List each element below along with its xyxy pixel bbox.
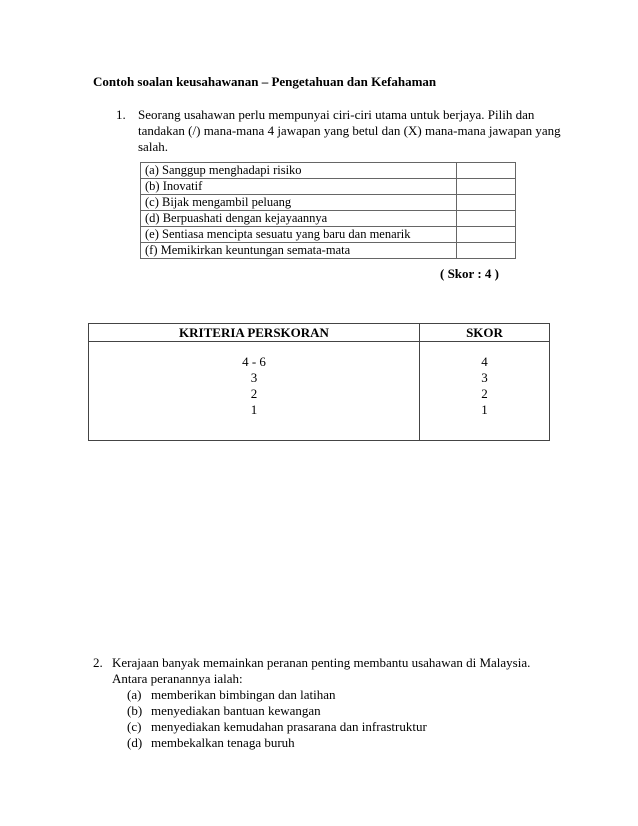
- question-2-line: Antara peranannya ialah:: [112, 671, 243, 686]
- choice-label: (f) Memikirkan keuntungan semata-mata: [141, 243, 457, 259]
- question-1-line: tandakan (/) mana-mana 4 jawapan yang betul dan (X) mana-mana jawapan yang: [138, 123, 561, 138]
- question-1-text: [138, 107, 561, 155]
- option-label: (c): [127, 719, 142, 734]
- answer-cell[interactable]: [457, 243, 516, 259]
- list-item: [127, 719, 427, 735]
- question-2-line: Kerajaan banyak memainkan peranan penting membantu usahawan di Malaysia.: [112, 655, 531, 670]
- question-2-options: [127, 687, 427, 751]
- table-row: [141, 179, 516, 195]
- table-row: [141, 195, 516, 211]
- option-text: menyediakan kemudahan prasarana dan infrastruktur: [151, 719, 427, 734]
- question-1-number: 1.: [116, 107, 126, 122]
- option-label: (a): [127, 687, 142, 702]
- answer-choices-table: [140, 162, 516, 259]
- score-value: 2: [481, 386, 488, 401]
- criteria-value: 4 - 6: [242, 354, 266, 369]
- table-row: [141, 163, 516, 179]
- choice-label: (c) Bijak mengambil peluang: [141, 195, 457, 211]
- question-1-score: ( Skor : 4 ): [440, 266, 499, 281]
- answer-cell[interactable]: [457, 227, 516, 243]
- scoring-rubric-table: [88, 323, 550, 441]
- table-header-row: [89, 324, 550, 342]
- question-1-line: salah.: [138, 139, 168, 154]
- choice-label: (e) Sentiasa mencipta sesuatu yang baru dan menarik: [141, 227, 457, 243]
- criteria-value: 2: [250, 386, 258, 401]
- list-item: [127, 687, 427, 703]
- table-row: [141, 227, 516, 243]
- question-2-number: 2.: [93, 655, 103, 670]
- option-label: (d): [127, 735, 143, 750]
- choice-label: (b) Inovatif: [141, 179, 457, 195]
- option-text: menyediakan bantuan kewangan: [151, 703, 321, 718]
- question-2-text: [112, 655, 530, 687]
- score-values: [420, 342, 550, 441]
- criteria-value: 1: [250, 402, 258, 417]
- choice-label: (a) Sanggup menghadapi risiko: [141, 163, 457, 179]
- page-title: Contoh soalan keusahawanan – Pengetahuan dan Kefahaman: [93, 74, 437, 89]
- score-header: SKOR: [420, 324, 550, 342]
- choice-label: (d) Berpuashati dengan kejayaannya: [141, 211, 457, 227]
- table-row: [141, 211, 516, 227]
- answer-cell[interactable]: [457, 211, 516, 227]
- score-value: 1: [481, 402, 488, 417]
- answer-cell[interactable]: [457, 195, 516, 211]
- criteria-values: [89, 342, 420, 441]
- criteria-value: 3: [250, 370, 258, 385]
- table-row: [89, 342, 550, 441]
- option-text: memberikan bimbingan dan latihan: [151, 687, 336, 702]
- list-item: [127, 703, 427, 719]
- answer-cell[interactable]: [457, 179, 516, 195]
- question-1-line: Seorang usahawan perlu mempunyai ciri-ciri utama untuk berjaya. Pilih dan: [138, 107, 535, 122]
- list-item: [127, 735, 427, 751]
- answer-cell[interactable]: [457, 163, 516, 179]
- score-value: 3: [481, 370, 488, 385]
- score-value: 4: [481, 354, 488, 369]
- criteria-header: KRITERIA PERSKORAN: [89, 324, 420, 342]
- option-text: membekalkan tenaga buruh: [151, 735, 295, 750]
- table-row: [141, 243, 516, 259]
- option-label: (b): [127, 703, 143, 718]
